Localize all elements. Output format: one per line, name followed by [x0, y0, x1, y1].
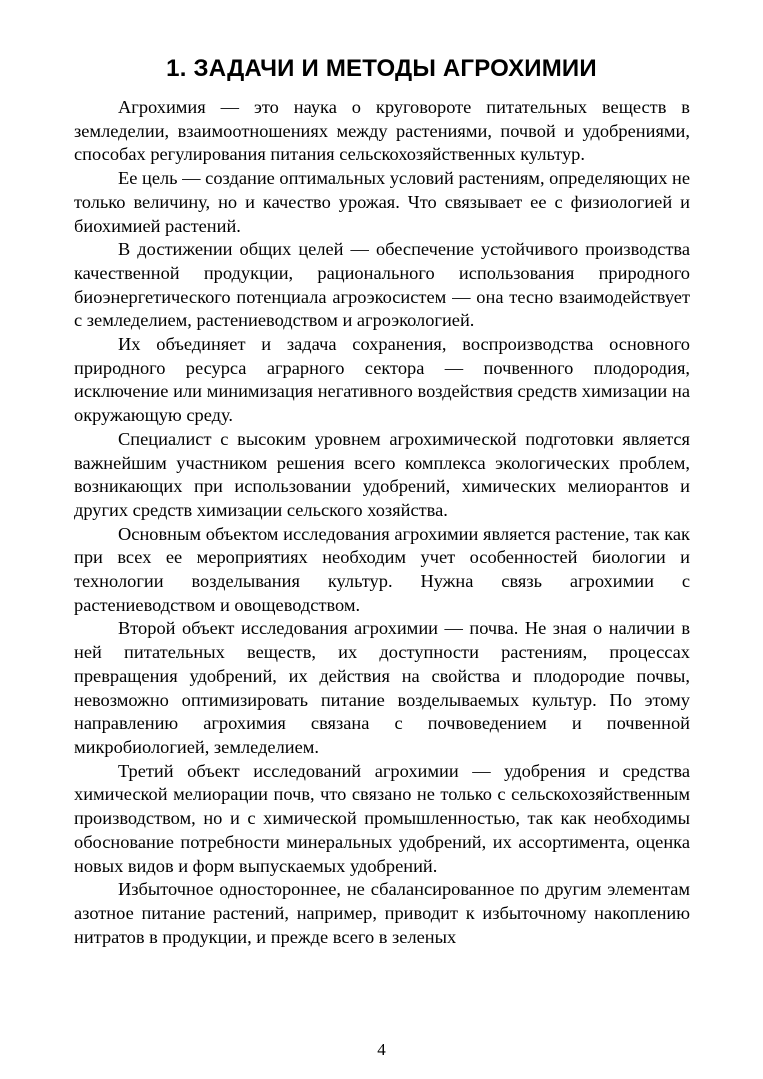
paragraph-9: Избыточное одностороннее, не сбалансированное по другим элементам азотное питание растений, например, приводит к избыточному накоплению нитратов в продукции, и прежде всего в зеленых: [74, 879, 690, 947]
paragraph-1: Агрохимия — это наука о круговороте питательных веществ в земледелии, взаимоотношениях между растениями, почвой и удобрениями, способах регулирования питания сельскохозяйственных культур.: [74, 97, 690, 165]
paragraph-8: Третий объект исследований агрохимии — удобрения и средства химической мелиорации почв, что связано не только с сельскохозяйственным производством, но и с химической промышленностью, так как необходимы обоснование потребности минеральных удобрений, их ассортимента, оценка новых видов и форм выпускаемых удобрений.: [74, 760, 690, 876]
chapter-title: 1. ЗАДАЧИ И МЕТОДЫ АГРОХИМИИ: [166, 55, 597, 82]
paragraph-5: Специалист с высоким уровнем агрохимической подготовки является важнейшим участником решения всего комплекса экологических проблем, возникающих при использовании удобрений, химических мелиорантов и других средств химизации сельского хозяйства.: [74, 428, 690, 520]
paragraph-7: Второй объект исследования агрохимии — почва. Не зная о наличии в ней питательных веществ, их доступности растениям, процессах превращения удобрений, их действия на свойства и плодородие почвы, невозможно оптимизировать питание возделываемых культур. По этому направлению агрохимия связана с почвоведением и почвенной микробиологией, земледелием.: [74, 618, 690, 757]
paragraph-2: Ее цель — создание оптимальных условий растениям, определяющих не только величину, но и качество урожая. Что связывает ее с физиологией и биохимией растений.: [74, 168, 690, 236]
body-text: [74, 96, 690, 949]
page-number: 4: [377, 1040, 386, 1059]
paragraph-3: В достижении общих целей — обеспечение устойчивого производства качественной продукции, рационального использования природного биоэнергетического потенциала агроэкосистем — она тесно взаимодействует с земледелием, растениеводством и агроэкологией.: [74, 239, 690, 331]
paragraph-4: Их объединяет и задача сохранения, воспроизводства основного природного ресурса аграрного сектора — почвенного плодородия, исключение или минимизация негативного воздействия средств химизации на окружающую среду.: [74, 334, 690, 426]
paragraph-6: Основным объектом исследования агрохимии является растение, так как при всех ее мероприятиях необходим учет особенностей биологии и технологии возделывания культур. Нужна связь агрохимии с растениеводством и овощеводством.: [74, 523, 690, 615]
